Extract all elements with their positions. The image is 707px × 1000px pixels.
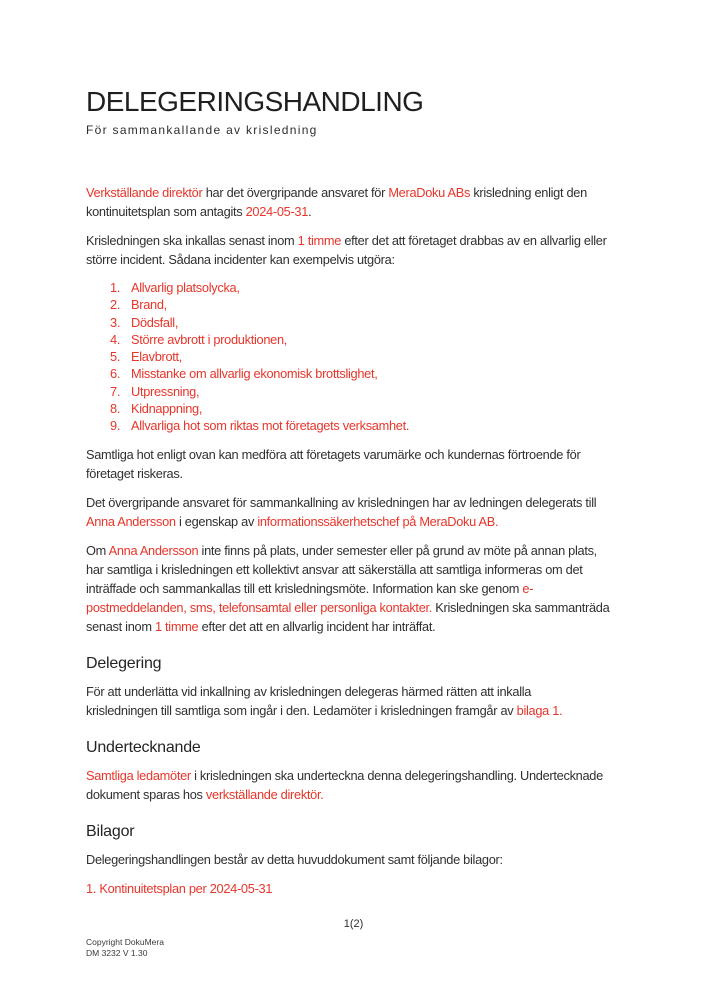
highlighted-text: 1 timme	[297, 233, 342, 248]
incident-list-item	[110, 314, 651, 331]
body-text: krisledningen till samtliga som ingår i den. Ledamöter i krisledningen framgår av	[86, 702, 517, 718]
body-text: kontinuitetsplan som antagits	[86, 204, 246, 219]
incident-list-item	[110, 348, 651, 365]
paragraph	[86, 850, 651, 869]
list-item-text: Utpressning,	[131, 383, 200, 399]
list-item-number: 4.	[110, 331, 121, 347]
incident-list	[86, 279, 651, 435]
paragraph	[86, 493, 651, 531]
incident-list-item	[110, 279, 651, 296]
highlighted-text: Samtliga ledamöter	[86, 767, 191, 783]
highlighted-text: Verkställande direktör	[86, 185, 203, 200]
document-subtitle: För sammankallande av krisledning	[86, 123, 318, 137]
list-item-number: 1.	[110, 280, 121, 295]
list-item-text: Kidnappning,	[131, 401, 203, 417]
highlighted-text: Anna Andersson	[108, 542, 199, 558]
paragraph	[86, 879, 651, 898]
body-text: Om	[86, 542, 109, 558]
list-item-number: 3.	[110, 314, 121, 330]
body-text: senast inom	[86, 618, 155, 634]
body-text: Delegeringshandlingen består av detta huvuddokument samt följande bilagor:	[86, 851, 503, 867]
body-text: Samtliga hot enligt ovan kan medföra att företagets varumärke och kundernas förtroende för	[86, 446, 581, 462]
paragraph	[86, 541, 651, 636]
body-text: efter det att företaget drabbas av en allvarlig eller	[341, 233, 607, 248]
list-item-number: 7.	[110, 383, 121, 399]
list-item-text: Brand,	[131, 297, 167, 313]
incident-list-item	[110, 383, 651, 400]
list-item-number: 8.	[110, 401, 121, 417]
body-text: har samtliga i krisledningen ett kollektivt ansvar att säkerställa att samtliga informeras om det	[86, 561, 583, 577]
body-text: För att underlätta vid inkallning av krisledningen delegeras härmed rätten att inkalla	[86, 683, 532, 699]
list-item-text: Misstanke om allvarlig ekonomisk brottslighet,	[131, 366, 378, 382]
highlighted-text: verkställande direktör.	[205, 786, 324, 802]
body-text: Krisledningen ska inkallas senast inom	[86, 233, 298, 248]
body-text: företaget riskeras.	[86, 465, 183, 481]
body-text: efter det att en allvarlig incident har inträffat.	[198, 618, 436, 634]
body-text: krisledning enligt den	[470, 185, 587, 200]
body-text: har det övergripande ansvaret för	[202, 185, 389, 200]
body-text: inte finns på plats, under semester eller på grund av möte på annan plats,	[198, 542, 597, 558]
body-text: större incident. Sådana incidenter kan exempelvis utgöra:	[86, 252, 395, 267]
body-text: dokument sparas hos	[86, 786, 206, 802]
highlighted-text: Anna Andersson	[86, 513, 176, 529]
body-text: i egenskap av	[175, 513, 258, 529]
paragraph	[86, 231, 651, 269]
section-heading: Bilagor	[86, 822, 135, 840]
incident-list-item	[110, 296, 651, 313]
list-item-number: 5.	[110, 349, 121, 365]
incident-list-item	[110, 400, 651, 417]
paragraph	[86, 183, 651, 221]
incident-list-item	[110, 365, 651, 382]
paragraph	[86, 682, 651, 720]
list-item-text: Större avbrott i produktionen,	[131, 331, 288, 347]
highlighted-text: bilaga 1.	[516, 702, 563, 718]
body-text: .	[308, 204, 312, 219]
list-item-number: 2.	[110, 297, 121, 313]
section-heading: Delegering	[86, 654, 162, 672]
highlighted-text: MeraDoku ABs	[388, 185, 471, 200]
list-item-text: Elavbrott,	[131, 349, 183, 365]
incident-list-item	[110, 331, 651, 348]
copyright-line: Copyright DokuMera	[86, 937, 164, 947]
body-text: Det övergripande ansvaret för sammankallning av krisledningen har av ledningen delegerats till	[86, 494, 597, 510]
list-item-text: Allvarliga hot som riktas mot företagets verksamhet.	[131, 418, 410, 434]
page-number: 1(2)	[343, 918, 364, 930]
document-body	[86, 183, 651, 898]
highlighted-text: 2024-05-31	[245, 204, 309, 219]
paragraph	[86, 445, 651, 483]
body-text: i krisledningen ska underteckna denna delegeringshandling. Undertecknade	[190, 767, 603, 783]
list-item-number: 6.	[110, 366, 121, 382]
highlighted-text: e-	[522, 580, 534, 596]
body-text: Krisledningen ska sammanträda	[432, 599, 610, 615]
paragraph	[86, 766, 651, 804]
highlighted-text: informationssäkerhetschef på MeraDoku AB.	[257, 513, 499, 529]
highlighted-text: postmeddelanden, sms, telefonsamtal eller personliga kontakter.	[86, 599, 433, 615]
list-item-number: 9.	[110, 418, 121, 434]
document-content	[86, 86, 651, 908]
document-title: DELEGERINGSHANDLING	[86, 86, 424, 117]
copyright-block	[86, 937, 164, 958]
list-item-text: Dödsfall,	[131, 314, 179, 330]
incident-list-item	[110, 417, 651, 434]
highlighted-text: 1. Kontinuitetsplan per 2024-05-31	[86, 880, 273, 896]
list-item-text: Allvarlig platsolycka,	[131, 280, 240, 295]
document-id-line: DM 3232 V 1.30	[86, 947, 148, 958]
body-text: inträffade och sammankallas till ett krisledningsmöte. Information kan ske genom	[86, 580, 523, 596]
highlighted-text: 1 timme	[154, 618, 199, 634]
section-heading: Undertecknande	[86, 738, 201, 756]
